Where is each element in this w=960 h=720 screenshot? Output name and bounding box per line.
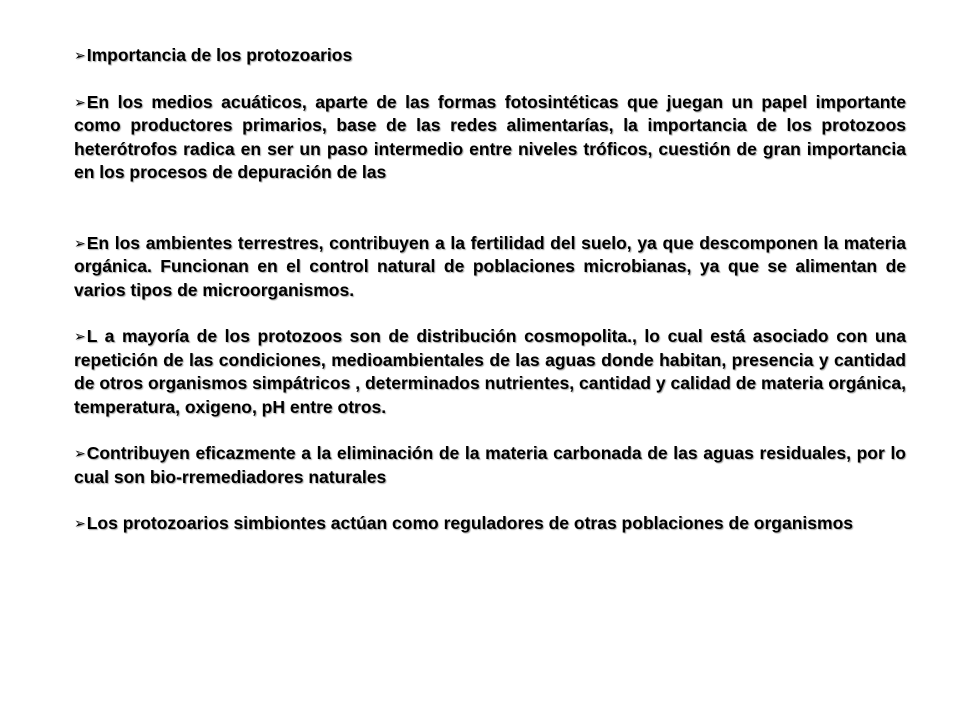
slide-content xyxy=(74,44,906,536)
arrow-bullet-icon: ➢ xyxy=(74,445,86,461)
paragraph-text: Los protozoarios simbiontes actúan como reguladores de otras poblaciones de organismos xyxy=(86,513,854,533)
arrow-bullet-icon: ➢ xyxy=(74,515,86,531)
paragraph-terrestrial xyxy=(74,232,906,303)
slide-title-text: Importancia de los protozoarios xyxy=(86,45,353,65)
paragraph-text: En los ambientes terrestres, contribuyen a la fertilidad del suelo, ya que descomponen la materia orgánica. Funcionan en el control natural de poblaciones microbianas, ya que se alimentan de varios tipos de microorganismos. xyxy=(74,232,906,300)
slide-title xyxy=(74,44,906,68)
paragraph-text: En los medios acuáticos, aparte de las formas fotosintéticas que juegan un papel importante como productores primarios, base de las redes alimentarías, la importancia de los protozoos heterótrofos radica en ser un paso intermedio entre niveles tróficos, cuestión de gran importancia en los procesos de depuración de las xyxy=(74,91,906,182)
paragraph-distribution xyxy=(74,325,906,419)
arrow-bullet-icon: ➢ xyxy=(74,234,86,251)
paragraph-aquatic xyxy=(74,91,906,185)
paragraph-text: Contribuyen eficazmente a la eliminación de la materia carbonada de las aguas residuales, por lo cual son bio-rremediadores naturales xyxy=(74,443,906,487)
paragraph-symbionts xyxy=(74,512,906,536)
arrow-bullet-icon: ➢ xyxy=(74,47,86,63)
paragraph-bioremediation xyxy=(74,442,906,489)
arrow-bullet-icon: ➢ xyxy=(74,328,86,344)
arrow-bullet-icon: ➢ xyxy=(74,93,86,110)
paragraph-text: L a mayoría de los protozoos son de distribución cosmopolita., lo cual está asociado con una repetición de las condiciones, medioambientales de las aguas donde habitan, presencia y cantidad de otros organismos simpátricos , determinados nutrientes, cantidad y calidad de materia orgánica, temperatura, oxigeno, pH entre otros. xyxy=(74,326,906,417)
